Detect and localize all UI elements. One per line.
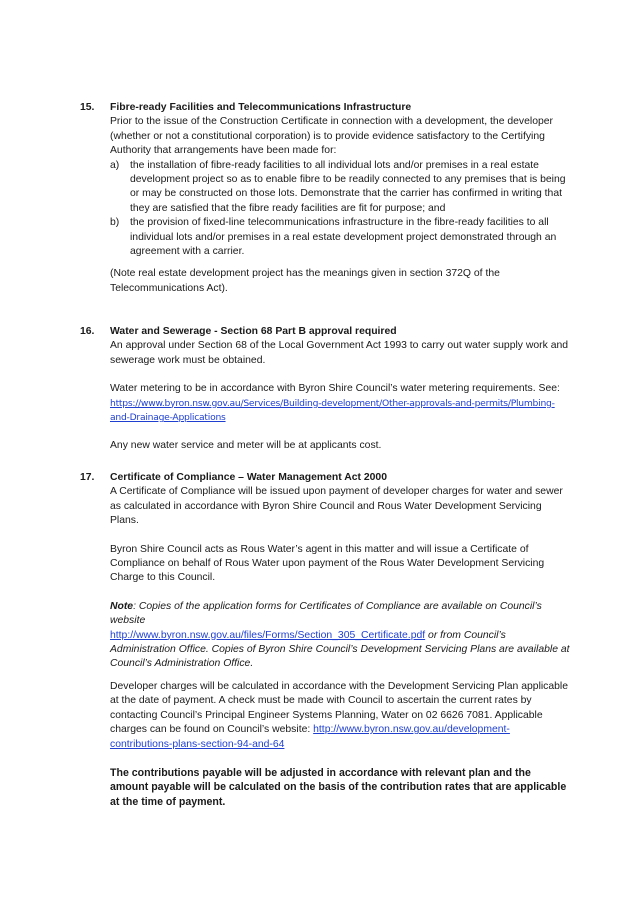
note-label: Note	[110, 600, 134, 612]
final-statement: The contributions payable will be adjusted in accordance with relevant plan and the amount payable will be calculated on the basis of the contribution rates that are applicable at the time of payment.	[110, 766, 567, 808]
paragraph: Byron Shire Council acts as Rous Water’s agent in this matter and will issue a Certificate of Compliance on behalf of Rous Water upon payment of the Rous Water Development Servicing Charge to this Council.	[110, 543, 545, 584]
section-title: Fibre-ready Facilities and Telecommunications Infrastructure	[110, 102, 412, 113]
contributions-plans-link[interactable]: http://www.byron.nsw.gov.au/development-contributions-plans-section-94-and-64	[110, 724, 510, 750]
paragraph-text: Water metering to be in accordance with Byron Shire Council’s water metering requirements. See:	[110, 383, 560, 395]
paragraph: An approval under Section 68 of the Local Government Act 1993 to carry out water supply work and sewerage work must be obtained.	[110, 340, 569, 366]
section-number: 16.	[80, 326, 95, 337]
list-label: a)	[110, 159, 120, 171]
paragraph	[110, 680, 570, 752]
note-text: : Copies of the application forms for Certificates of Compliance are available on Council’s website	[110, 600, 542, 627]
list-label: b)	[110, 217, 120, 229]
paragraph: Any new water service and meter will be at applicants cost.	[110, 440, 382, 452]
section-305-certificate-link[interactable]: http://www.byron.nsw.gov.au/files/Forms/Section_305_Certificate.pdf	[110, 629, 426, 641]
section-number: 15.	[80, 102, 95, 113]
paragraph: Prior to the issue of the Construction Certificate in connection with a development, the developer (whether or not a constitutional corporation) is to provide evidence satisfactory to the Certifying Authority that arrangements have been made for:	[110, 116, 554, 157]
list-item	[110, 216, 570, 259]
list-text: the provision of fixed-line telecommunications infrastructure in the fibre-ready facilities to all individual lots and/or premises in a real estate development project demonstrated through an agreement with a carrier.	[130, 217, 557, 258]
section-title: Water and Sewerage - Section 68 Part B approval required	[110, 326, 397, 337]
note-paragraph	[110, 600, 570, 672]
plumbing-applications-link[interactable]: https://www.byron.nsw.gov.au/Services/Building-development/Other-approvals-and-permits/Plumbing-and-Drainage-Applications	[110, 397, 555, 424]
note-text-after: or from Council’s Administration Office. Copies of Byron Shire Council’s Development Servicing Plans are available at Council’s Administration Office.	[110, 629, 570, 670]
paragraph	[110, 382, 570, 425]
section-title: Certificate of Compliance – Water Management Act 2000	[110, 472, 387, 483]
paragraph: A Certificate of Compliance will be issued upon payment of developer charges for water and sewer as calculated in accordance with Byron Shire Council and Rous Water Development Servicing Plans.	[110, 486, 563, 527]
paragraph-text: Developer charges will be calculated in accordance with the Development Servicing Plan applicable at the date of payment. A check must be made with Council to ascertain the current rates by contacting Council’s Principal Engineer Systems Planning, Water on 02 6626 7081. Applicable charges can be found on Council’s website:	[110, 680, 569, 736]
list-text: the installation of fibre-ready facilities to all individual lots and/or premises in a real estate development project so as to enable fibre to be readily connected to any premises that is being or may be constructed on those lots. Demonstrate that the carrier has confirmed in writing that they are satisfied that the fibre ready facilities are fit for purpose; and	[130, 159, 566, 214]
section-number: 17.	[80, 472, 95, 483]
list-item	[110, 159, 570, 217]
note-paragraph: (Note real estate development project has the meanings given in section 372Q of the Telecommunications Act).	[110, 268, 500, 294]
